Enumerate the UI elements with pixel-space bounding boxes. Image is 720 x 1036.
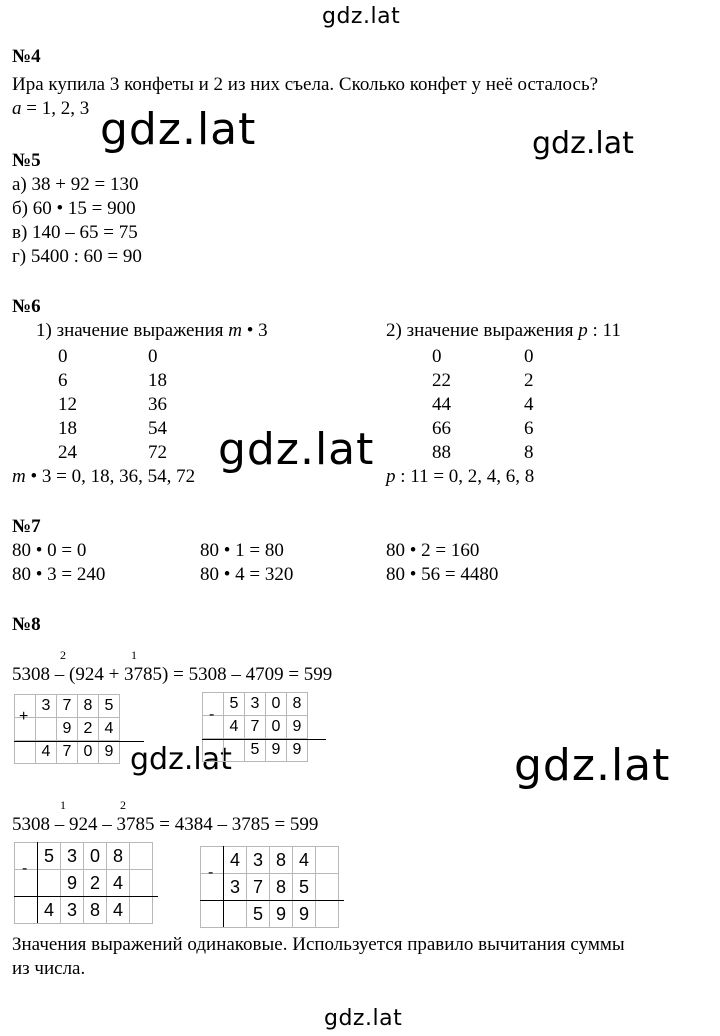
task-6-right-row-2-output: 2 bbox=[524, 370, 534, 391]
difference-line bbox=[202, 739, 326, 740]
grid-cell: 0 bbox=[78, 741, 99, 764]
grid-cell: 4 bbox=[38, 897, 61, 924]
grid-cell: 9 bbox=[270, 901, 293, 928]
task-6-right-row-5-input: 88 bbox=[432, 442, 451, 463]
task-8-conclusion-line-1: Значения выражений одинаковые. Используется правило вычитания суммы bbox=[12, 934, 625, 955]
grid-cell bbox=[15, 897, 38, 924]
grid-cell: 9 bbox=[266, 739, 287, 762]
task-6-left-row-4-input: 18 bbox=[58, 418, 77, 439]
task-6-left-row-3-output: 36 bbox=[148, 394, 167, 415]
task-4-text: Ира купила 3 конфеты и 2 из них съела. Сколько конфет у неё осталось? bbox=[12, 74, 599, 95]
task-6-right-row-3-input: 44 bbox=[432, 394, 451, 415]
grid-cell: 3 bbox=[224, 874, 247, 901]
grid-cell: 7 bbox=[57, 741, 78, 764]
task-6-right-title: 2) значение выражения p : 11 bbox=[386, 320, 621, 341]
grid-cell: 9 bbox=[287, 716, 308, 739]
watermark-bottom: gdz.lat bbox=[324, 1006, 403, 1031]
task-6-right-row-1-input: 0 bbox=[432, 346, 442, 367]
task-4-heading: №4 bbox=[12, 46, 41, 67]
grid-cell: 0 bbox=[266, 716, 287, 739]
column-subtraction-grid-1 bbox=[202, 692, 308, 762]
watermark-large-2: gdz.lat bbox=[218, 424, 375, 475]
grid-cell: 3 bbox=[36, 695, 57, 718]
task-6-left-row-3-input: 12 bbox=[58, 394, 77, 415]
grid-cell bbox=[203, 739, 224, 762]
task-6-left-row-4-output: 54 bbox=[148, 418, 167, 439]
grid-cell: 8 bbox=[107, 843, 130, 870]
watermark-large-3: gdz.lat bbox=[514, 740, 671, 791]
grid-cell bbox=[224, 901, 247, 928]
grid-cell bbox=[201, 901, 224, 928]
grid-cell bbox=[316, 874, 339, 901]
grid-cell: 4 bbox=[107, 897, 130, 924]
expr-1-order-mark-1: 2 bbox=[60, 648, 66, 662]
grid-cell: 5 bbox=[293, 874, 316, 901]
minus-sign: - bbox=[208, 864, 214, 881]
grid-cell: 0 bbox=[84, 843, 107, 870]
grid-cell: 5 bbox=[224, 693, 245, 716]
difference-line bbox=[200, 900, 344, 901]
watermark-medium-2: gdz.lat bbox=[130, 742, 232, 777]
task-7-item-2: 80 • 1 = 80 bbox=[200, 540, 284, 561]
task-6-right-row-4-input: 66 bbox=[432, 418, 451, 439]
task-7-item-3: 80 • 2 = 160 bbox=[386, 540, 480, 561]
expr-2: 5308 – 924 – 3785 = 4384 – 3785 = 599 bbox=[12, 814, 319, 835]
column-subtraction-grid-3 bbox=[200, 846, 339, 928]
grid-cell: 8 bbox=[78, 695, 99, 718]
task-7-item-1: 80 • 0 = 0 bbox=[12, 540, 87, 561]
task-6-left-row-1-output: 0 bbox=[148, 346, 158, 367]
grid-cell bbox=[38, 870, 61, 897]
task-8-conclusion-line-2: из числа. bbox=[12, 958, 86, 979]
task-6-right-row-1-output: 0 bbox=[524, 346, 534, 367]
task-4-answer-values: = 1, 2, 3 bbox=[21, 98, 90, 119]
column-subtraction-grid-2 bbox=[14, 842, 153, 924]
task-7-item-6: 80 • 56 = 4480 bbox=[386, 564, 499, 585]
grid-cell: 8 bbox=[287, 693, 308, 716]
grid-cell bbox=[316, 901, 339, 928]
task-6-left-row-5-input: 24 bbox=[58, 442, 77, 463]
task-6-left-row-5-output: 72 bbox=[148, 442, 167, 463]
task-6-right-row-3-output: 4 bbox=[524, 394, 534, 415]
grid-cell: 7 bbox=[245, 716, 266, 739]
grid-cell: 7 bbox=[57, 695, 78, 718]
task-6-left-row-1-input: 0 bbox=[58, 346, 68, 367]
grid-cell: 3 bbox=[247, 847, 270, 874]
grid-vertical-line bbox=[37, 842, 38, 923]
column-addition-grid bbox=[14, 694, 120, 764]
task-6-right-row-4-output: 6 bbox=[524, 418, 534, 439]
grid-cell: 3 bbox=[61, 843, 84, 870]
task-5-line-c: в) 140 – 65 = 75 bbox=[12, 222, 138, 243]
grid-cell: 4 bbox=[224, 716, 245, 739]
grid-cell: 4 bbox=[224, 847, 247, 874]
grid-cell: 8 bbox=[84, 897, 107, 924]
grid-cell: 5 bbox=[245, 739, 266, 762]
task-5-heading: №5 bbox=[12, 150, 41, 171]
expr-2-order-mark-2: 2 bbox=[120, 798, 126, 812]
grid-cell: 9 bbox=[61, 870, 84, 897]
watermark-large-1: gdz.lat bbox=[100, 104, 257, 155]
grid-cell: 5 bbox=[247, 901, 270, 928]
grid-cell bbox=[130, 897, 153, 924]
grid-cell: 0 bbox=[266, 693, 287, 716]
task-6-left-result: m • 3 = 0, 18, 36, 54, 72 bbox=[12, 466, 196, 487]
grid-cell: 4 bbox=[36, 741, 57, 764]
grid-cell: 9 bbox=[293, 901, 316, 928]
grid-cell: 3 bbox=[61, 897, 84, 924]
grid-cell: 3 bbox=[245, 693, 266, 716]
task-7-item-4: 80 • 3 = 240 bbox=[12, 564, 106, 585]
task-5-line-a: а) 38 + 92 = 130 bbox=[12, 174, 139, 195]
grid-cell: 2 bbox=[78, 718, 99, 741]
expr-2-order-mark-1: 1 bbox=[60, 798, 66, 812]
grid-cell: 4 bbox=[107, 870, 130, 897]
task-4-variable: a bbox=[12, 98, 22, 119]
expr-1-order-mark-2: 1 bbox=[131, 648, 137, 662]
sum-line bbox=[14, 741, 144, 742]
grid-vertical-line bbox=[223, 846, 224, 927]
grid-cell: 9 bbox=[287, 739, 308, 762]
task-6-right-row-5-output: 8 bbox=[524, 442, 534, 463]
grid-cell: 8 bbox=[270, 874, 293, 901]
task-6-left-title: 1) значение выражения m • 3 bbox=[36, 320, 268, 341]
watermark-medium-1: gdz.lat bbox=[532, 126, 634, 161]
difference-line bbox=[14, 896, 158, 897]
grid-cell bbox=[130, 870, 153, 897]
grid-cell: 2 bbox=[84, 870, 107, 897]
grid-cell: 9 bbox=[99, 741, 120, 764]
grid-cell: 5 bbox=[38, 843, 61, 870]
task-7-heading: №7 bbox=[12, 516, 41, 537]
minus-sign: - bbox=[209, 706, 215, 723]
task-6-left-row-2-output: 18 bbox=[148, 370, 167, 391]
grid-cell: 8 bbox=[270, 847, 293, 874]
grid-cell bbox=[15, 741, 36, 764]
task-6-right-row-2-input: 22 bbox=[432, 370, 451, 391]
grid-cell: 7 bbox=[247, 874, 270, 901]
grid-cell bbox=[224, 739, 245, 762]
task-8-heading: №8 bbox=[12, 614, 41, 635]
task-4-answer bbox=[12, 98, 89, 120]
task-6-heading: №6 bbox=[12, 296, 41, 317]
grid-cell bbox=[316, 847, 339, 874]
plus-sign: + bbox=[19, 708, 29, 725]
grid-cell: 4 bbox=[293, 847, 316, 874]
grid-cell bbox=[36, 718, 57, 741]
grid-cell bbox=[130, 843, 153, 870]
grid-cell: 9 bbox=[57, 718, 78, 741]
grid-cell: 4 bbox=[99, 718, 120, 741]
task-5-line-d: г) 5400 : 60 = 90 bbox=[12, 246, 142, 267]
expr-1: 5308 – (924 + 3785) = 5308 – 4709 = 599 bbox=[12, 664, 333, 685]
grid-cell: 5 bbox=[99, 695, 120, 718]
watermark-top: gdz.lat bbox=[322, 4, 401, 29]
task-5-line-b: б) 60 • 15 = 900 bbox=[12, 198, 136, 219]
task-7-item-5: 80 • 4 = 320 bbox=[200, 564, 294, 585]
minus-sign: - bbox=[22, 860, 28, 877]
task-6-left-row-2-input: 6 bbox=[58, 370, 68, 391]
task-6-right-result: p : 11 = 0, 2, 4, 6, 8 bbox=[386, 466, 535, 487]
